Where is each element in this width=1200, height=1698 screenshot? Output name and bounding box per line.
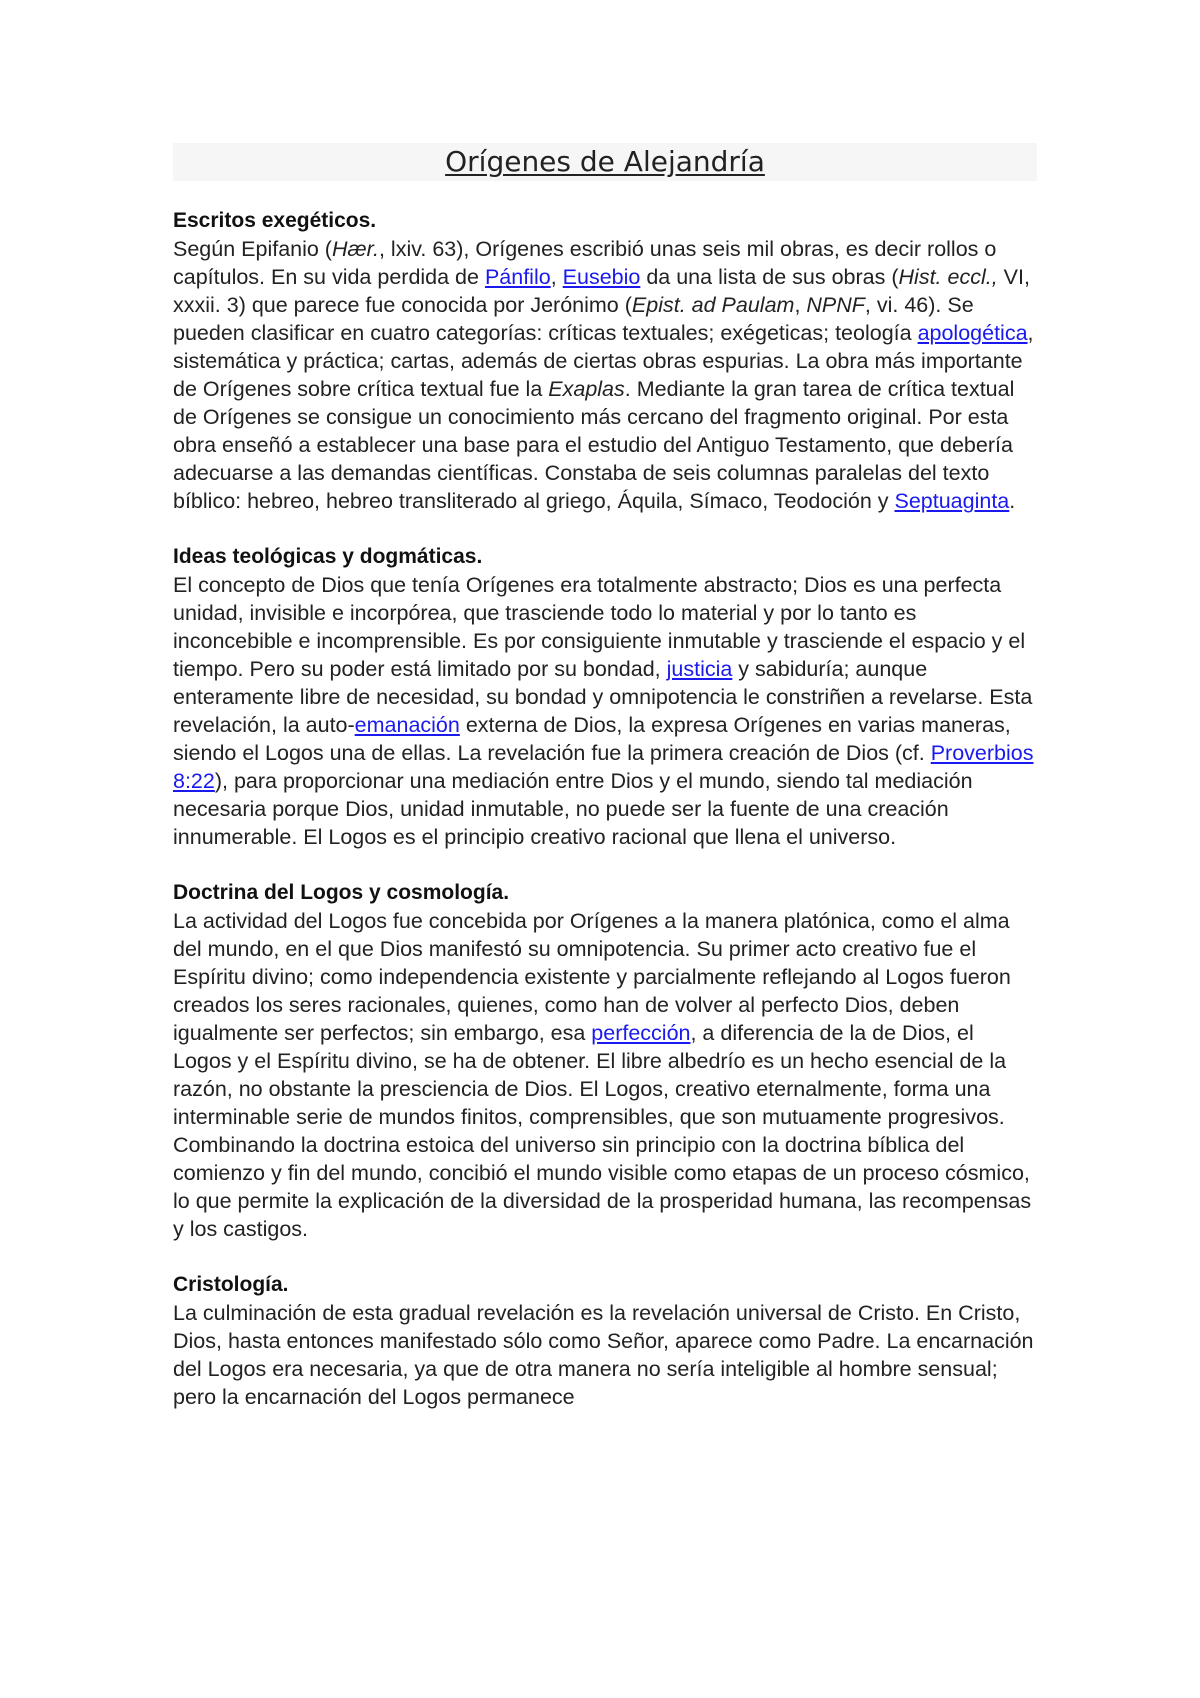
document-body bbox=[173, 207, 1037, 1411]
text-run: VI, xxxii. 3) que parece fue conocida por Jerónimo ( bbox=[173, 265, 1030, 317]
link-perfeccion[interactable]: perfección bbox=[591, 1021, 691, 1045]
text-run: externa de Dios, la expresa Orígenes en varias maneras, siendo el Logos una de ellas. La revelación fue la primera creación de Dios (cf. bbox=[173, 713, 1011, 765]
section-heading: Escritos exegéticos. bbox=[173, 209, 377, 232]
link-justicia[interactable]: justicia bbox=[666, 657, 733, 681]
italic-text: Hær. bbox=[331, 237, 379, 261]
italic-text: Epist. ad Paulam bbox=[631, 293, 795, 317]
section-paragraph bbox=[173, 907, 1037, 1243]
title-bar bbox=[173, 143, 1037, 181]
italic-text: NPNF bbox=[806, 293, 865, 317]
text-run: . Mediante la gran tarea de crítica textual de Orígenes se consigue un conocimiento más cercano del fragmento original. Por esta obra enseñó a establecer una base para el estudio del Antiguo Testamento, que debería adecuarse a las demandas científicas. Constaba de seis columnas paralelas del texto bíblico: hebreo, hebreo transliterado al griego, Áquila, Símaco, Teodoción y bbox=[173, 377, 1015, 513]
text-run: da una lista de sus obras ( bbox=[640, 265, 899, 289]
link-apologetica[interactable]: apologética bbox=[917, 321, 1028, 345]
section-doctrina-del-logos-y-cosmologia bbox=[173, 879, 1037, 1243]
text-run: , bbox=[794, 293, 807, 317]
document-page bbox=[173, 143, 1037, 1439]
section-heading: Doctrina del Logos y cosmología. bbox=[173, 881, 510, 904]
text-run: . bbox=[1009, 489, 1016, 513]
text-run: , sistemática y práctica; cartas, además de ciertas obras espurias. La obra más importante de Orígenes sobre crítica textual fue la bbox=[173, 321, 1034, 401]
text-run: y sabiduría; aunque enteramente libre de necesidad, su bondad y omnipotencia le constriñen a revelarse. Esta revelación, la auto- bbox=[173, 657, 1033, 737]
section-paragraph bbox=[173, 571, 1037, 851]
section-heading: Cristología. bbox=[173, 1273, 289, 1296]
text-run: , a diferencia de la de Dios, el Logos y el Espíritu divino, se ha de obtener. El libre albedrío es un hecho esencial de la razón, no obstante la presciencia de Dios. El Logos, creativo eternalmente, forma una interminable serie de mundos finitos, comprensibles, que son mutuamente progresivos. Combinando la doctrina estoica del universo sin principio con la doctrina bíblica del comienzo y fin del mundo, concibió el mundo visible como etapas de un proceso cósmico, lo que permite la explicación de la diversidad de la prosperidad humana, las recompensas y los castigos. bbox=[173, 1021, 1032, 1241]
link-proverbios-8-22[interactable]: Proverbios 8:22 bbox=[173, 741, 1034, 793]
section-escritos-exegeticos bbox=[173, 207, 1037, 515]
section-ideas-teologicas-y-dogmaticas bbox=[173, 543, 1037, 851]
text-run: La actividad del Logos fue concebida por Orígenes a la manera platónica, como el alma del mundo, en el que Dios manifestó su omnipotencia. Su primer acto creativo fue el Espíritu divino; como independencia existente y parcialmente reflejando al Logos fueron creados los seres racionales, quienes, como han de volver al perfecto Dios, deben igualmente ser perfectos; sin embargo, esa bbox=[173, 909, 1011, 1045]
link-eusebio[interactable]: Eusebio bbox=[562, 265, 641, 289]
link-panfilo[interactable]: Pánfilo bbox=[484, 265, 551, 289]
link-septuaginta[interactable]: Septuaginta bbox=[894, 489, 1010, 513]
section-heading: Ideas teológicas y dogmáticas. bbox=[173, 545, 483, 568]
text-run: , lxiv. 63), Orígenes escribió unas seis mil obras, es decir rollos o capítulos. En su vida perdida de bbox=[173, 237, 997, 289]
section-paragraph bbox=[173, 1299, 1037, 1411]
section-paragraph bbox=[173, 235, 1037, 515]
italic-text: Exaplas bbox=[548, 377, 625, 401]
text-run: , vi. 46). Se pueden clasificar en cuatro categorías: críticas textuales; exégeticas; teología bbox=[173, 293, 974, 345]
text-run: Según Epifanio ( bbox=[173, 237, 332, 261]
link-emanacion[interactable]: emanación bbox=[354, 713, 460, 737]
text-run: ), para proporcionar una mediación entre Dios y el mundo, siendo tal mediación necesaria porque Dios, unidad inmutable, no puede ser la fuente de una creación innumerable. El Logos es el principio creativo racional que llena el universo. bbox=[173, 769, 973, 849]
italic-text: Hist. eccl., bbox=[898, 265, 998, 289]
document-title: Orígenes de Alejandría bbox=[445, 145, 765, 178]
text-run: , bbox=[550, 265, 563, 289]
text-run: La culminación de esta gradual revelación es la revelación universal de Cristo. En Cristo, Dios, hasta entonces manifestado sólo como Señor, aparece como Padre. La encarnación del Logos era necesaria, ya que de otra manera no sería inteligible al hombre sensual; pero la encarnación del Logos permanece bbox=[173, 1301, 1034, 1409]
text-run: El concepto de Dios que tenía Orígenes era totalmente abstracto; Dios es una perfecta unidad, invisible e incorpórea, que trasciende todo lo material y por lo tanto es inconcebible e incomprensible. Es por consiguiente inmutable y trasciende el espacio y el tiempo. Pero su poder está limitado por su bondad, bbox=[173, 573, 1026, 681]
section-cristologia bbox=[173, 1271, 1037, 1411]
